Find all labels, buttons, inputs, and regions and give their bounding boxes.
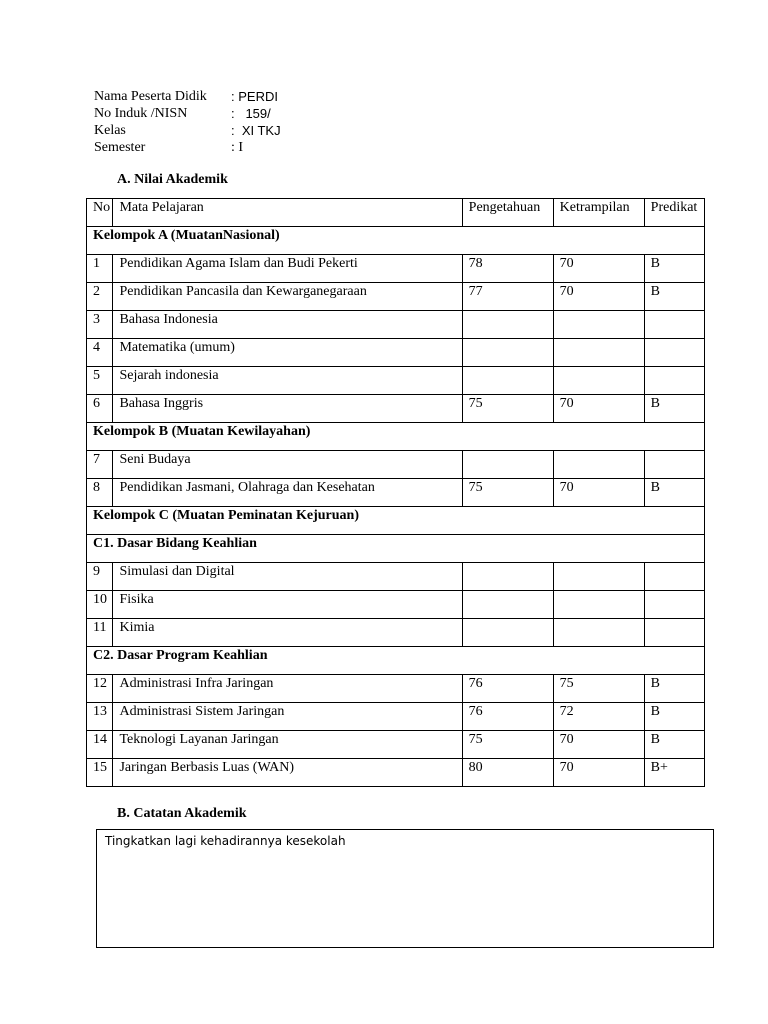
cell-pengetahuan xyxy=(462,339,553,367)
cell-pengetahuan xyxy=(462,451,553,479)
identity-row xyxy=(94,139,281,156)
cell-no: 1 xyxy=(87,255,113,283)
identity-value: : PERDI xyxy=(231,89,278,104)
identity-row xyxy=(94,88,281,105)
cell-predikat: B xyxy=(644,703,704,731)
table-row xyxy=(87,255,705,283)
cell-pengetahuan xyxy=(462,563,553,591)
cell-ketrampilan xyxy=(553,339,644,367)
identity-value: : 159/ xyxy=(231,106,271,121)
table-row xyxy=(87,367,705,395)
cell-ketrampilan: 72 xyxy=(553,703,644,731)
cell-no: 14 xyxy=(87,731,113,759)
identity-label: Semester xyxy=(94,140,146,155)
cell-ketrampilan: 70 xyxy=(553,759,644,787)
cell-no: 11 xyxy=(87,619,113,647)
cell-predikat xyxy=(644,339,704,367)
cell-ketrampilan: 70 xyxy=(553,255,644,283)
table-row xyxy=(87,759,705,787)
group-row xyxy=(87,535,705,563)
table-row xyxy=(87,731,705,759)
header-pengetahuan: Pengetahuan xyxy=(462,199,553,227)
cell-ketrampilan xyxy=(553,451,644,479)
group-heading: C2. Dasar Program Keahlian xyxy=(87,647,705,675)
cell-ketrampilan xyxy=(553,311,644,339)
cell-ketrampilan xyxy=(553,367,644,395)
identity-label: No Induk /NISN xyxy=(94,106,188,121)
identity-label: Nama Peserta Didik xyxy=(94,89,207,104)
cell-predikat xyxy=(644,619,704,647)
group-row xyxy=(87,647,705,675)
cell-pengetahuan xyxy=(462,591,553,619)
cell-no: 2 xyxy=(87,283,113,311)
group-row xyxy=(87,507,705,535)
cell-no: 5 xyxy=(87,367,113,395)
student-identity xyxy=(94,88,281,156)
cell-predikat xyxy=(644,591,704,619)
identity-value: : XI TKJ xyxy=(231,123,281,138)
grades-table xyxy=(86,198,705,787)
cell-ketrampilan: 70 xyxy=(553,283,644,311)
cell-predikat: B xyxy=(644,283,704,311)
header-subject: Mata Pelajaran xyxy=(113,199,462,227)
table-row xyxy=(87,675,705,703)
cell-pengetahuan: 80 xyxy=(462,759,553,787)
section-title-nilai-akademik: A. Nilai Akademik xyxy=(117,172,228,187)
cell-no: 6 xyxy=(87,395,113,423)
table-header-row xyxy=(87,199,705,227)
cell-no: 3 xyxy=(87,311,113,339)
group-row xyxy=(87,423,705,451)
cell-ketrampilan: 75 xyxy=(553,675,644,703)
cell-no: 15 xyxy=(87,759,113,787)
cell-predikat: B+ xyxy=(644,759,704,787)
cell-ketrampilan: 70 xyxy=(553,479,644,507)
cell-subject: Kimia xyxy=(113,619,462,647)
cell-no: 9 xyxy=(87,563,113,591)
identity-row xyxy=(94,105,281,122)
table-row xyxy=(87,311,705,339)
cell-subject: Pendidikan Pancasila dan Kewarganegaraan xyxy=(113,283,462,311)
group-heading: C1. Dasar Bidang Keahlian xyxy=(87,535,705,563)
cell-predikat xyxy=(644,451,704,479)
cell-subject: Pendidikan Jasmani, Olahraga dan Kesehatan xyxy=(113,479,462,507)
cell-subject: Administrasi Sistem Jaringan xyxy=(113,703,462,731)
cell-subject: Seni Budaya xyxy=(113,451,462,479)
cell-subject: Bahasa Indonesia xyxy=(113,311,462,339)
table-row xyxy=(87,283,705,311)
group-heading: Kelompok B (Muatan Kewilayahan) xyxy=(87,423,705,451)
table-row xyxy=(87,451,705,479)
cell-pengetahuan: 76 xyxy=(462,675,553,703)
identity-value: : I xyxy=(231,140,244,155)
header-ketrampilan: Ketrampilan xyxy=(553,199,644,227)
table-row xyxy=(87,395,705,423)
cell-pengetahuan: 78 xyxy=(462,255,553,283)
cell-predikat xyxy=(644,311,704,339)
group-heading: Kelompok C (Muatan Peminatan Kejuruan) xyxy=(87,507,705,535)
cell-no: 7 xyxy=(87,451,113,479)
group-heading: Kelompok A (MuatanNasional) xyxy=(87,227,705,255)
table-row xyxy=(87,479,705,507)
cell-predikat xyxy=(644,367,704,395)
cell-ketrampilan xyxy=(553,563,644,591)
academic-notes-box xyxy=(96,829,714,948)
cell-no: 13 xyxy=(87,703,113,731)
header-no: No xyxy=(87,199,113,227)
cell-subject: Simulasi dan Digital xyxy=(113,563,462,591)
cell-pengetahuan xyxy=(462,311,553,339)
table-row xyxy=(87,703,705,731)
cell-ketrampilan: 70 xyxy=(553,395,644,423)
cell-no: 8 xyxy=(87,479,113,507)
cell-subject: Pendidikan Agama Islam dan Budi Pekerti xyxy=(113,255,462,283)
cell-predikat xyxy=(644,563,704,591)
table-row xyxy=(87,591,705,619)
cell-subject: Bahasa Inggris xyxy=(113,395,462,423)
cell-pengetahuan: 75 xyxy=(462,395,553,423)
cell-pengetahuan xyxy=(462,367,553,395)
cell-ketrampilan xyxy=(553,591,644,619)
cell-no: 4 xyxy=(87,339,113,367)
cell-predikat: B xyxy=(644,731,704,759)
cell-no: 10 xyxy=(87,591,113,619)
section-title-catatan-akademik: B. Catatan Akademik xyxy=(117,806,247,821)
cell-subject: Teknologi Layanan Jaringan xyxy=(113,731,462,759)
cell-predikat: B xyxy=(644,675,704,703)
group-row xyxy=(87,227,705,255)
table-row xyxy=(87,339,705,367)
table-row xyxy=(87,563,705,591)
cell-ketrampilan xyxy=(553,619,644,647)
cell-pengetahuan: 76 xyxy=(462,703,553,731)
cell-subject: Sejarah indonesia xyxy=(113,367,462,395)
cell-subject: Administrasi Infra Jaringan xyxy=(113,675,462,703)
cell-subject: Matematika (umum) xyxy=(113,339,462,367)
cell-pengetahuan: 75 xyxy=(462,731,553,759)
cell-predikat: B xyxy=(644,479,704,507)
table-row xyxy=(87,619,705,647)
header-predikat: Predikat xyxy=(644,199,704,227)
cell-predikat: B xyxy=(644,395,704,423)
cell-ketrampilan: 70 xyxy=(553,731,644,759)
cell-pengetahuan: 75 xyxy=(462,479,553,507)
identity-row xyxy=(94,122,281,139)
cell-predikat: B xyxy=(644,255,704,283)
cell-pengetahuan: 77 xyxy=(462,283,553,311)
cell-subject: Jaringan Berbasis Luas (WAN) xyxy=(113,759,462,787)
cell-no: 12 xyxy=(87,675,113,703)
cell-subject: Fisika xyxy=(113,591,462,619)
academic-note-text: Tingkatkan lagi kehadirannya kesekolah xyxy=(105,834,346,848)
cell-pengetahuan xyxy=(462,619,553,647)
identity-label: Kelas xyxy=(94,123,126,138)
